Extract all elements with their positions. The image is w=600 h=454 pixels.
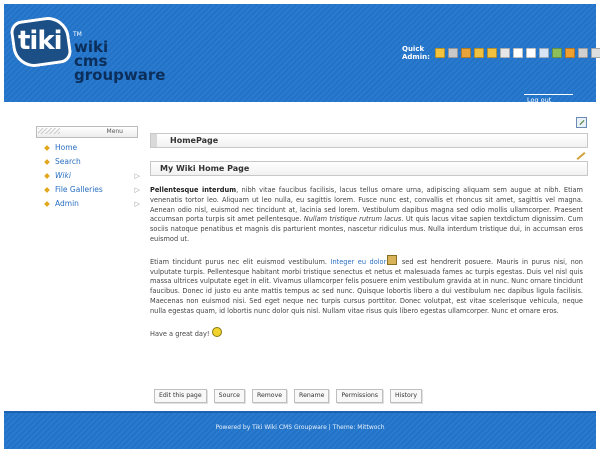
page-content <box>150 186 583 349</box>
logo-line-cms: cms <box>74 52 108 70</box>
site-header <box>4 4 596 102</box>
title-bar-stub <box>151 134 157 147</box>
paragraph-1-end: . Ut quis lacus vitae sapien textdictum dignissim. Cum sociis natoque penatibus et magnis dis parturient montes, nascetur ridiculus mus. Nulla interdum tristique dui, in accumsan eros euismod ut. <box>150 215 583 243</box>
table-icon[interactable] <box>539 48 549 58</box>
menu-bullet-icon <box>44 173 50 179</box>
house-icon[interactable] <box>435 48 445 58</box>
list-icon[interactable] <box>500 48 510 58</box>
menu-header-stripe <box>38 128 60 134</box>
source-button[interactable]: Source <box>214 389 245 403</box>
menu-item-admin[interactable] <box>44 197 140 211</box>
submenu-arrow-icon[interactable]: ▷ <box>134 172 140 180</box>
menu-item-wiki[interactable] <box>44 169 140 183</box>
quick-admin-label: Quick Admin: <box>402 45 430 61</box>
submenu-arrow-icon[interactable]: ▷ <box>134 200 140 208</box>
remove-button[interactable]: Remove <box>252 389 287 403</box>
menu-item-label: File Galleries <box>55 185 103 194</box>
paragraph-1-italic: Nullam tristique rutrum lacus <box>303 215 402 224</box>
logout-link[interactable]: Log out <box>524 94 573 105</box>
logo-wordmark <box>74 40 165 82</box>
menu-item-search[interactable] <box>44 155 140 169</box>
main-menu <box>44 141 140 211</box>
chart-icon[interactable] <box>552 48 562 58</box>
menu-item-label: Home <box>55 143 78 152</box>
quick-admin-icons <box>435 48 600 58</box>
document-icon[interactable] <box>526 48 536 58</box>
users-icon[interactable] <box>461 48 471 58</box>
paragraph-2-text: sed est hendrerit posuere. Mauris in purus nisi, non vulputate turpis. Pellentesque habitant morbi tristique senectus et netus et malesuada fames ac turpis egestas. Duis vel nisl quis massa ultrices vulputate eget in elit. Vivamus ullamcorper felis posuere enim vestibulum gravida at in nunc. Nunc ornare tincidunt faucibus. Donec id justo eu ante mattis tempus ac sed nunc. Quisque lobortis libero a dui vestibulum nec dapibus ligula facilisis. Maecenas non euismod nisi. Sed eget neque nec turpis cursus porttitor. Donec volutpat, est vitae scelerisque vehicula, neque nulla egestas quam, id lobortis nunc dolor quis nisl. Nullam vitae risus quis libero egestas ullamcorper. Nunc et ornare eros. <box>150 257 583 315</box>
smiley-icon <box>212 327 222 337</box>
calendar-icon[interactable] <box>513 48 523 58</box>
puzzle-icon[interactable] <box>565 48 575 58</box>
footer-powered-by: Powered by Tiki Wiki CMS Groupware | Theme: Mittwoch <box>215 424 385 431</box>
grid-icon[interactable] <box>591 48 600 58</box>
paragraph-1-text: , nibh vitae faucibus facilisis, lacus tellus ornare urna, adipiscing aliquam sem augue at nibh. Etiam venenatis tortor leo. Aliquam ut leo nulla, eu sagittis lorem. Fusce nunc est, convallis et rhoncus sit amet, sagittis vel magna. Aenean odio nisl, euismod nec tincidunt at, lacinia sed lorem. Vestibulum dapibus magna sed odio mollis ullamcorper. Praesent accumsan porta turpis sit amet pellentesque. <box>150 186 583 224</box>
menu-bullet-icon <box>44 201 50 207</box>
wrench-icon[interactable] <box>448 48 458 58</box>
menu-title: Menu <box>106 128 123 135</box>
key-icon[interactable] <box>474 48 484 58</box>
menu-item-label: Admin <box>55 199 79 208</box>
paragraph-3-text: Have a great day! <box>150 329 210 338</box>
logo-line-wiki: wiki <box>74 38 109 56</box>
homepage-title-bar <box>150 133 588 148</box>
paragraph-1 <box>150 186 583 245</box>
page-actions <box>154 389 422 403</box>
paragraph-2 <box>150 255 583 317</box>
submenu-arrow-icon[interactable]: ▷ <box>134 186 140 194</box>
key-icon-2[interactable] <box>487 48 497 58</box>
menu-item-home[interactable] <box>44 141 140 155</box>
logo-line-groupware: groupware <box>74 66 166 84</box>
paragraph-3 <box>150 327 583 340</box>
paragraph-1-bold: Pellentesque interdum <box>150 186 237 194</box>
homepage-title: HomePage <box>170 136 219 145</box>
site-footer <box>4 411 596 449</box>
trash-icon[interactable] <box>578 48 588 58</box>
paragraph-2-start: Etiam tincidunt purus nec elit euismod vestibulum. <box>150 257 331 266</box>
logo-trademark: TM <box>73 31 82 38</box>
menu-item-label: Search <box>55 157 81 166</box>
image-icon <box>387 255 397 265</box>
rename-button[interactable]: Rename <box>294 389 329 403</box>
menu-item-file-galleries[interactable] <box>44 183 140 197</box>
logo-tiki-text: tiki <box>18 26 62 56</box>
menu-bullet-icon <box>44 187 50 193</box>
edit-page-icon[interactable] <box>576 117 587 128</box>
page-title-bar <box>150 161 588 176</box>
page-title: My Wiki Home Page <box>160 164 250 173</box>
permissions-button[interactable]: Permissions <box>336 389 383 403</box>
menu-bullet-icon <box>44 159 50 165</box>
integer-eu-dolor-link[interactable]: Integer eu dolor <box>330 257 387 266</box>
pencil-icon[interactable] <box>576 151 586 160</box>
quick-admin-bar <box>402 45 600 61</box>
menu-bullet-icon <box>44 145 50 151</box>
history-button[interactable]: History <box>390 389 422 403</box>
edit-this-page-button[interactable]: Edit this page <box>154 389 207 403</box>
menu-item-label: Wiki <box>55 171 71 180</box>
